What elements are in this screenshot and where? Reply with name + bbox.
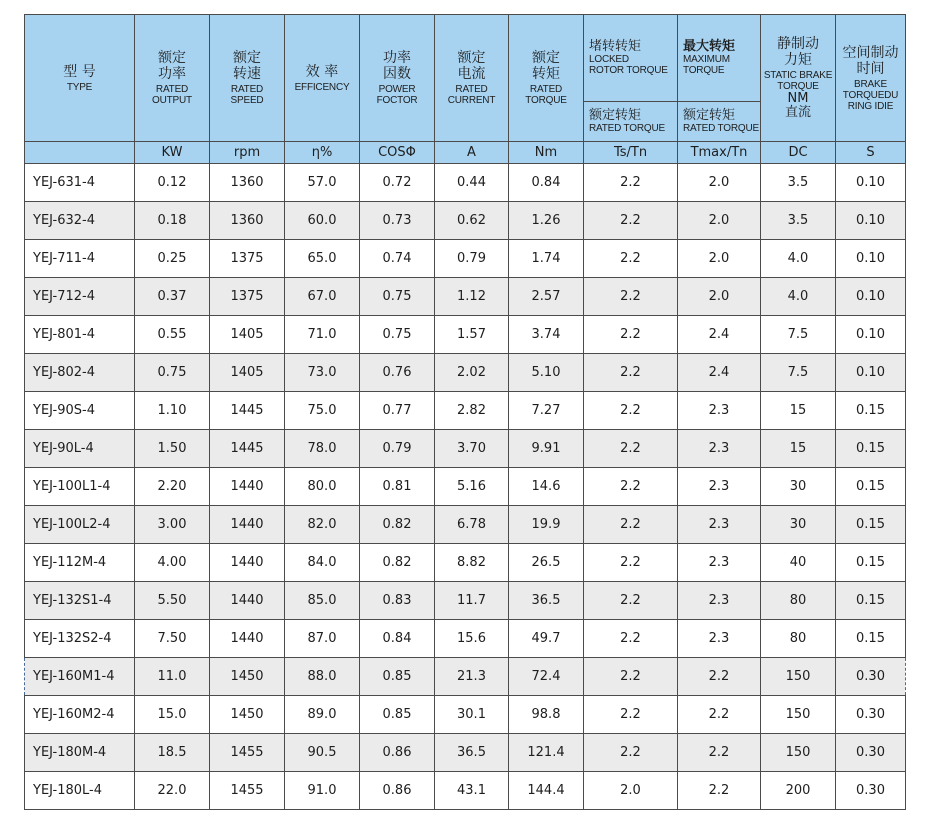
value-cell: 7.5 [761,354,836,392]
value-cell: 89.0 [285,696,360,734]
value-cell: 0.85 [360,658,435,696]
value-cell: 91.0 [285,772,360,810]
model-cell: YEJ-160M1-4 [25,658,135,696]
value-cell: 3.00 [135,506,210,544]
header-maximum-torque: 最大转矩 MAXIMUM TORQUE [678,15,761,102]
value-cell: 0.84 [360,620,435,658]
value-cell: 0.86 [360,772,435,810]
value-cell: 15 [761,430,836,468]
value-cell: 15.6 [435,620,509,658]
header-row [25,15,906,102]
value-cell: 7.27 [509,392,584,430]
value-cell: 2.3 [678,620,761,658]
table-row [25,164,906,202]
value-cell: 0.30 [836,658,906,696]
value-cell: 0.15 [836,468,906,506]
value-cell: 5.10 [509,354,584,392]
value-cell: 2.2 [678,772,761,810]
value-cell: 11.0 [135,658,210,696]
value-cell: 1405 [210,354,285,392]
value-cell: 80 [761,582,836,620]
value-cell: 1360 [210,164,285,202]
unit-cell: Ts/Tn [584,142,678,164]
value-cell: 2.2 [678,734,761,772]
value-cell: 3.5 [761,164,836,202]
model-cell: YEJ-90L-4 [25,430,135,468]
value-cell: 9.91 [509,430,584,468]
table-row [25,278,906,316]
header-locked-ratio: 额定转矩 RATED TORQUE [584,102,678,142]
value-cell: 98.8 [509,696,584,734]
unit-cell: A [435,142,509,164]
value-cell: 1450 [210,696,285,734]
value-cell: 0.25 [135,240,210,278]
value-cell: 0.76 [360,354,435,392]
header-locked-rotor-torque: 堵转转矩 LOCKED ROTOR TORQUE [584,15,678,102]
value-cell: 0.74 [360,240,435,278]
value-cell: 2.2 [584,202,678,240]
value-cell: 1.26 [509,202,584,240]
value-cell: 0.12 [135,164,210,202]
header-type: 型 号 TYPE [25,15,135,142]
value-cell: 73.0 [285,354,360,392]
value-cell: 0.55 [135,316,210,354]
value-cell: 85.0 [285,582,360,620]
value-cell: 43.1 [435,772,509,810]
value-cell: 2.2 [584,392,678,430]
value-cell: 1.10 [135,392,210,430]
unit-cell: Nm [509,142,584,164]
table-row [25,354,906,392]
model-cell: YEJ-100L2-4 [25,506,135,544]
value-cell: 2.2 [584,354,678,392]
value-cell: 36.5 [509,582,584,620]
value-cell: 0.82 [360,544,435,582]
value-cell: 2.2 [678,696,761,734]
value-cell: 15.0 [135,696,210,734]
value-cell: 2.3 [678,430,761,468]
value-cell: 4.00 [135,544,210,582]
value-cell: 1440 [210,506,285,544]
value-cell: 0.44 [435,164,509,202]
value-cell: 36.5 [435,734,509,772]
header-rated-current: 额定 电流 RATED CURRENT [435,15,509,142]
value-cell: 0.73 [360,202,435,240]
value-cell: 2.0 [678,164,761,202]
value-cell: 88.0 [285,658,360,696]
header-power-factor: 功率 因数 POWER FOCTOR [360,15,435,142]
table-row [25,240,906,278]
value-cell: 84.0 [285,544,360,582]
model-cell: YEJ-802-4 [25,354,135,392]
value-cell: 5.16 [435,468,509,506]
value-cell: 2.2 [584,658,678,696]
value-cell: 2.2 [584,620,678,658]
table-row [25,658,906,696]
value-cell: 0.79 [360,430,435,468]
value-cell: 1440 [210,468,285,506]
value-cell: 0.10 [836,164,906,202]
value-cell: 1455 [210,772,285,810]
model-cell: YEJ-711-4 [25,240,135,278]
value-cell: 78.0 [285,430,360,468]
value-cell: 0.84 [509,164,584,202]
unit-cell: KW [135,142,210,164]
table-row [25,544,906,582]
units-row [25,142,906,164]
value-cell: 1440 [210,582,285,620]
value-cell: 22.0 [135,772,210,810]
value-cell: 0.10 [836,316,906,354]
value-cell: 0.72 [360,164,435,202]
value-cell: 1375 [210,240,285,278]
value-cell: 2.2 [584,696,678,734]
value-cell: 87.0 [285,620,360,658]
header-maximum-ratio: 额定转矩 RATED TORQUE [678,102,761,142]
value-cell: 26.5 [509,544,584,582]
value-cell: 1440 [210,620,285,658]
value-cell: 2.3 [678,582,761,620]
value-cell: 4.0 [761,240,836,278]
value-cell: 0.18 [135,202,210,240]
model-cell: YEJ-160M2-4 [25,696,135,734]
value-cell: 0.75 [360,278,435,316]
value-cell: 2.2 [584,164,678,202]
value-cell: 150 [761,658,836,696]
value-cell: 0.30 [836,734,906,772]
value-cell: 3.5 [761,202,836,240]
value-cell: 75.0 [285,392,360,430]
value-cell: 30.1 [435,696,509,734]
model-cell: YEJ-100L1-4 [25,468,135,506]
value-cell: 0.15 [836,620,906,658]
header-rated-speed: 额定 转速 RATED SPEED [210,15,285,142]
value-cell: 11.7 [435,582,509,620]
value-cell: 0.15 [836,544,906,582]
model-cell: YEJ-180M-4 [25,734,135,772]
unit-cell: DC [761,142,836,164]
value-cell: 0.30 [836,772,906,810]
unit-cell: η% [285,142,360,164]
value-cell: 14.6 [509,468,584,506]
value-cell: 2.2 [584,468,678,506]
value-cell: 2.2 [584,582,678,620]
value-cell: 0.83 [360,582,435,620]
value-cell: 71.0 [285,316,360,354]
value-cell: 1360 [210,202,285,240]
table-row [25,316,906,354]
value-cell: 200 [761,772,836,810]
value-cell: 121.4 [509,734,584,772]
value-cell: 144.4 [509,772,584,810]
value-cell: 5.50 [135,582,210,620]
value-cell: 72.4 [509,658,584,696]
value-cell: 30 [761,506,836,544]
value-cell: 0.15 [836,430,906,468]
value-cell: 1.50 [135,430,210,468]
value-cell: 2.2 [584,430,678,468]
value-cell: 0.37 [135,278,210,316]
value-cell: 2.82 [435,392,509,430]
table-row [25,468,906,506]
motor-spec-table [24,14,906,810]
table-row [25,202,906,240]
value-cell: 0.75 [360,316,435,354]
value-cell: 0.30 [836,696,906,734]
value-cell: 3.70 [435,430,509,468]
value-cell: 4.0 [761,278,836,316]
value-cell: 1445 [210,430,285,468]
value-cell: 2.2 [584,278,678,316]
model-cell: YEJ-631-4 [25,164,135,202]
value-cell: 0.77 [360,392,435,430]
value-cell: 2.0 [678,240,761,278]
model-cell: YEJ-712-4 [25,278,135,316]
value-cell: 1445 [210,392,285,430]
table-row [25,582,906,620]
value-cell: 3.74 [509,316,584,354]
value-cell: 8.82 [435,544,509,582]
value-cell: 2.4 [678,354,761,392]
model-cell: YEJ-132S2-4 [25,620,135,658]
value-cell: 7.5 [761,316,836,354]
value-cell: 0.10 [836,278,906,316]
value-cell: 2.0 [678,278,761,316]
value-cell: 0.85 [360,696,435,734]
value-cell: 2.2 [584,316,678,354]
value-cell: 2.2 [584,544,678,582]
table-row [25,772,906,810]
value-cell: 0.75 [135,354,210,392]
model-cell: YEJ-132S1-4 [25,582,135,620]
value-cell: 21.3 [435,658,509,696]
value-cell: 2.2 [584,506,678,544]
table-row [25,620,906,658]
value-cell: 150 [761,734,836,772]
table-row [25,392,906,430]
value-cell: 1440 [210,544,285,582]
value-cell: 1.74 [509,240,584,278]
value-cell: 19.9 [509,506,584,544]
value-cell: 2.3 [678,506,761,544]
value-cell: 1375 [210,278,285,316]
value-cell: 150 [761,696,836,734]
value-cell: 0.62 [435,202,509,240]
table-body [25,164,906,810]
model-cell: YEJ-112M-4 [25,544,135,582]
value-cell: 2.2 [584,734,678,772]
unit-cell: S [836,142,906,164]
value-cell: 1.57 [435,316,509,354]
value-cell: 2.3 [678,544,761,582]
value-cell: 0.15 [836,506,906,544]
value-cell: 0.15 [836,392,906,430]
value-cell: 1450 [210,658,285,696]
value-cell: 2.02 [435,354,509,392]
value-cell: 40 [761,544,836,582]
value-cell: 30 [761,468,836,506]
value-cell: 2.4 [678,316,761,354]
unit-cell: rpm [210,142,285,164]
value-cell: 2.2 [678,658,761,696]
value-cell: 80 [761,620,836,658]
value-cell: 82.0 [285,506,360,544]
value-cell: 0.82 [360,506,435,544]
value-cell: 1455 [210,734,285,772]
value-cell: 2.3 [678,468,761,506]
model-cell: YEJ-180L-4 [25,772,135,810]
value-cell: 2.2 [584,240,678,278]
value-cell: 2.57 [509,278,584,316]
value-cell: 0.10 [836,240,906,278]
value-cell: 2.0 [584,772,678,810]
header-efficiency: 效 率 EFFICENCY [285,15,360,142]
value-cell: 18.5 [135,734,210,772]
value-cell: 2.20 [135,468,210,506]
value-cell: 2.0 [678,202,761,240]
header-rated-torque: 额定 转矩 RATED TORQUE [509,15,584,142]
model-cell: YEJ-90S-4 [25,392,135,430]
table-row [25,506,906,544]
value-cell: 1405 [210,316,285,354]
value-cell: 80.0 [285,468,360,506]
value-cell: 0.10 [836,354,906,392]
value-cell: 90.5 [285,734,360,772]
value-cell: 0.86 [360,734,435,772]
value-cell: 0.79 [435,240,509,278]
table-row [25,734,906,772]
table-row [25,430,906,468]
value-cell: 57.0 [285,164,360,202]
value-cell: 0.81 [360,468,435,506]
model-cell: YEJ-801-4 [25,316,135,354]
table-row [25,696,906,734]
value-cell: 67.0 [285,278,360,316]
value-cell: 7.50 [135,620,210,658]
value-cell: 6.78 [435,506,509,544]
value-cell: 0.15 [836,582,906,620]
header-static-brake-torque: 静制动 力矩 STATIC BRAKE TORQUE NM 直流 [761,15,836,142]
model-cell: YEJ-632-4 [25,202,135,240]
value-cell: 49.7 [509,620,584,658]
header-brake-time: 空间制动 时间 BRAKE TORQUEDU RING IDIE [836,15,906,142]
value-cell: 65.0 [285,240,360,278]
unit-cell: Tmax/Tn [678,142,761,164]
unit-cell: COSΦ [360,142,435,164]
unit-type-blank [25,142,135,164]
value-cell: 0.10 [836,202,906,240]
value-cell: 60.0 [285,202,360,240]
value-cell: 2.3 [678,392,761,430]
value-cell: 15 [761,392,836,430]
header-rated-output: 额定 功率 RATED OUTPUT [135,15,210,142]
value-cell: 1.12 [435,278,509,316]
